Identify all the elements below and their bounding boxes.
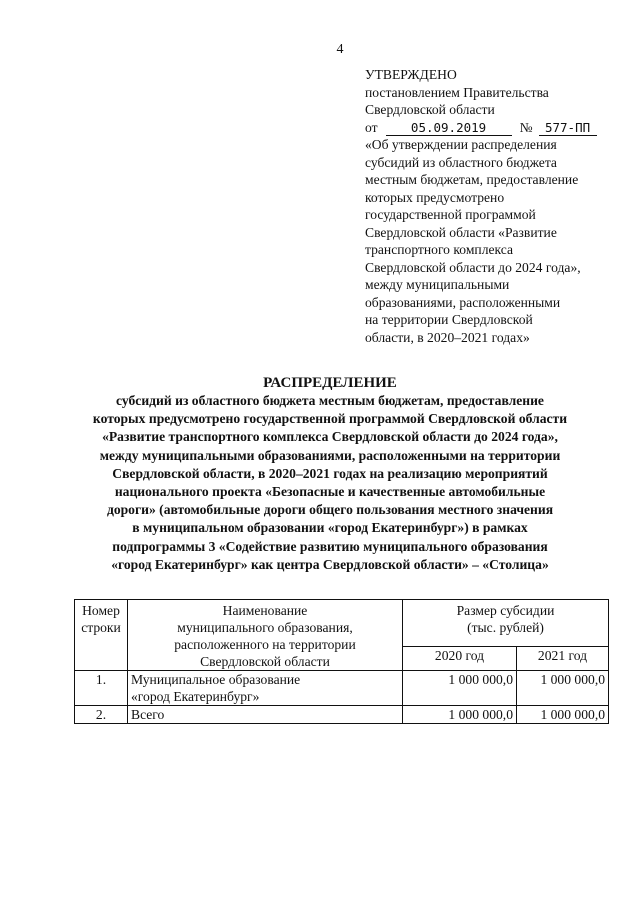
header-text: муниципального образования, — [177, 620, 353, 635]
approval-description-line: Свердловской области до 2024 года», — [365, 259, 581, 275]
row-name-line: Муниципальное образование — [131, 672, 301, 687]
row-name-line: «город Екатеринбург» — [131, 689, 260, 704]
subtitle-line: дороги» (автомобильные дороги общего пользования местного значения — [106, 502, 554, 518]
approval-description-line: области, в 2020–2021 годах» — [365, 329, 530, 345]
row-number: 2. — [75, 706, 128, 724]
approval-description-line: образованиями, расположенными — [365, 294, 561, 310]
header-text: строки — [81, 620, 121, 635]
approval-description-line: «Об утверждении распределения — [365, 137, 557, 152]
subtitle-line: которых предусмотрено государственной программой Свердловской области — [92, 411, 568, 427]
subtitle-line: «Развитие транспортного комплекса Свердловской области до 2024 года», — [102, 429, 558, 445]
row-value-2021: 1 000 000,0 — [517, 671, 609, 706]
table-row — [75, 706, 609, 724]
subsidy-table — [74, 599, 609, 724]
subtitle-line: субсидий из областного бюджета местным бюджетам, предоставление — [116, 393, 544, 408]
header-year-2020: 2020 год — [403, 647, 517, 671]
header-year-2021: 2021 год — [517, 647, 609, 671]
row-number: 1. — [75, 671, 128, 706]
subtitle-line: подпрограммы 3 «Содействие развитию муниципального образования — [112, 538, 548, 554]
subtitle-line: национального проекта «Безопасные и качественные автомобильные — [114, 484, 546, 500]
date-prefix: от — [365, 119, 378, 135]
header-text: Свердловской области — [200, 654, 330, 669]
header-text: Наименование — [222, 603, 308, 618]
header-text: расположенного на территории — [174, 637, 356, 652]
subtitle-line: Свердловской области, в 2020–2021 годах на реализацию мероприятий — [112, 465, 548, 481]
page-number: 4 — [336, 42, 344, 57]
subtitle-line: в муниципальном образовании «город Екатеринбург») в рамках — [132, 520, 528, 536]
table-header-row — [75, 600, 609, 647]
header-text: Номер — [82, 603, 120, 618]
approval-line: постановлением Правительства — [365, 84, 549, 100]
approval-line: Свердловской области — [365, 102, 495, 117]
number-prefix: № — [519, 119, 533, 135]
title-subtitle — [50, 392, 610, 574]
row-name-line: Всего — [131, 707, 165, 722]
approval-description-line: местным бюджетам, предоставление — [365, 172, 579, 187]
title-heading: РАСПРЕДЕЛЕНИЕ — [263, 375, 397, 391]
row-name — [128, 671, 403, 706]
header-subsidy — [403, 600, 609, 647]
header-text: (тыс. рублей) — [467, 620, 544, 635]
approval-title: УТВЕРЖДЕНО — [365, 67, 457, 82]
approval-description-line: Свердловской области «Развитие — [365, 224, 557, 240]
document-title — [50, 374, 610, 574]
approval-block — [365, 66, 610, 346]
header-name — [128, 600, 403, 671]
approval-date: 05.09.2019 — [386, 121, 512, 136]
approval-description-line: государственной программой — [365, 207, 536, 222]
approval-number: 577-ПП — [539, 121, 597, 136]
row-value-2020: 1 000 000,0 — [403, 671, 517, 706]
row-name — [128, 706, 403, 724]
header-row-number — [75, 600, 128, 671]
approval-description-line: между муниципальными — [365, 277, 510, 292]
subtitle-line: между муниципальными образованиями, расположенными на территории — [99, 447, 561, 463]
approval-date-line — [365, 119, 610, 137]
table-row — [75, 671, 609, 706]
row-value-2021: 1 000 000,0 — [517, 706, 609, 724]
row-value-2020: 1 000 000,0 — [403, 706, 517, 724]
approval-description-line: субсидий из областного бюджета — [365, 154, 557, 170]
approval-description-line: на территории Свердловской — [365, 312, 533, 327]
approval-description-line: которых предусмотрено — [365, 189, 505, 205]
approval-description-line: транспортного комплекса — [365, 242, 514, 257]
subtitle-line: «город Екатеринбург» как центра Свердловской области» – «Столица» — [111, 556, 549, 572]
header-text: Размер субсидии — [456, 603, 555, 618]
